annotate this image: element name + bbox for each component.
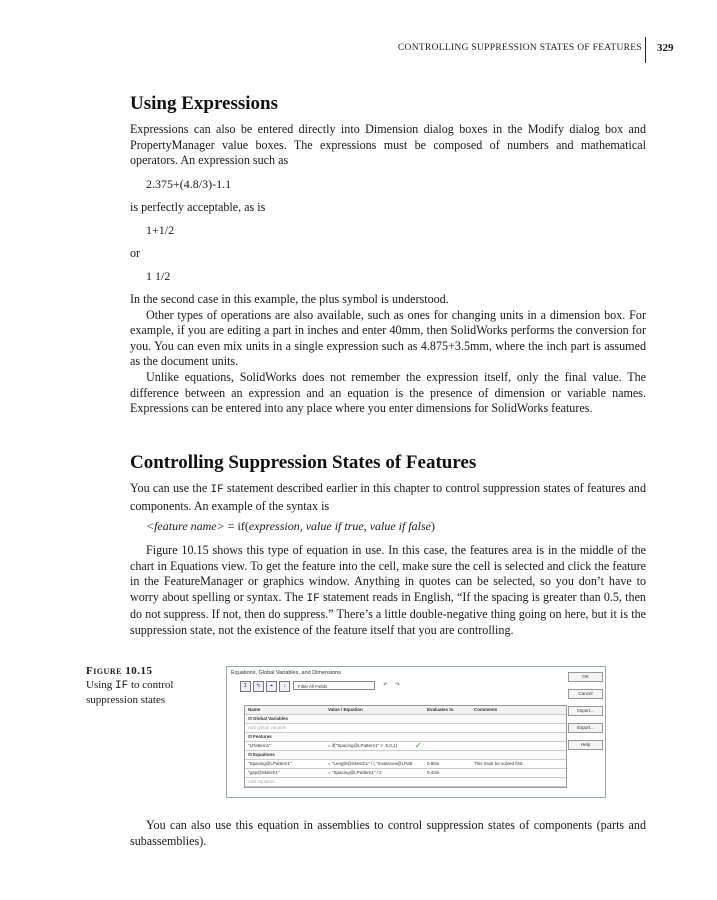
section-title-using-expressions: Using Expressions (130, 93, 279, 114)
table-row[interactable] (245, 760, 566, 769)
expression-example-1: 2.375+(4.8/3)-1.1 (146, 177, 232, 191)
table-row[interactable] (245, 751, 566, 760)
section2-paragraph-2: Figure 10.15 shows this type of equation in use. In this case, the features area is in the middle of the chart in Equations view. To get the feature into the cell, make sure the cell is selected and click the feature in the FeatureManager or graphics window. Anything in quotes can be selected, so you don’t have to worry about spelling or syntax. The IF statement reads in English, “If the spacing is greater than 0.5, then do not suppress. If not, then do suppress.” There’s a little double-negative thing going on here, but it is the suppression state, not the existence of the feature itself that you are controlling. (130, 543, 646, 637)
section1-paragraph-1: Expressions can also be entered directly into Dimension dialog boxes in the Modify dialog box and PropertyManager value boxes. The expressions must be composed of numbers and mathematical operators. An expression such as (130, 122, 646, 168)
expression-example-3: 1 1/2 (146, 269, 171, 283)
table-row[interactable] (245, 778, 566, 787)
figure-label: Figure 10.15 (86, 665, 153, 677)
dialog-title: Equations, Global Variables, and Dimensions (231, 670, 341, 676)
table-cell-c1[interactable]: "gap@Sketch1" (248, 770, 280, 775)
section1-paragraph-3: or (130, 246, 141, 260)
table-row[interactable] (245, 715, 566, 724)
section-title-controlling-suppression: Controlling Suppression States of Features (130, 452, 477, 473)
table-cell-c1[interactable]: "LPattern1" (248, 743, 271, 748)
table-cell-c1[interactable]: ⊟ Equations (248, 752, 275, 757)
table-cell-c1[interactable]: ⊟ Global Variables (248, 716, 289, 721)
equations-table (244, 705, 567, 788)
table-cell-c1[interactable]: ⊟ Features (248, 734, 272, 739)
equations-dialog (226, 666, 606, 798)
table-cell-c1[interactable]: Add equation (248, 779, 275, 784)
redo-icon[interactable]: ↷ (395, 682, 400, 688)
table-cell-c3[interactable]: 0.86in (427, 761, 440, 766)
ok-button[interactable]: OK (568, 672, 603, 682)
undo-icon[interactable]: ↶ (383, 682, 388, 688)
table-row[interactable] (245, 733, 566, 742)
cancel-button[interactable]: Cancel (568, 689, 603, 699)
table-cell-c1[interactable]: Add global variable (248, 725, 287, 730)
sketch-equation-view-icon[interactable]: ✎ (253, 681, 264, 692)
table-header (245, 706, 566, 715)
table-cell-c2[interactable]: = "Length@Sketch1" / ( "Instances@LPatt (328, 761, 413, 766)
table-cell-c2[interactable]: = "Spacing@LPattern1" / 2 (328, 770, 382, 775)
table-row[interactable] (245, 742, 566, 751)
page-number: 329 (657, 42, 674, 54)
table-cell-c4[interactable]: This must be solved first (474, 761, 523, 766)
running-head-divider (645, 37, 646, 63)
ordered-view-icon[interactable]: ↕ (279, 681, 290, 692)
table-cell-c1[interactable]: "Spacing@LPattern1" (248, 761, 292, 766)
export-button[interactable]: Export... (568, 723, 603, 733)
header-comments[interactable]: Comments (474, 707, 498, 712)
import-button[interactable]: Import... (568, 706, 603, 716)
figure-caption (86, 664, 196, 707)
help-button[interactable]: Help (568, 740, 603, 750)
section1-paragraph-4: In the second case in this example, the plus symbol is understood. Other types of operations are also available, such as ones for changing units in a dimension box. For example, if you are editing a part in inches and enter 40mm, then SolidWorks performs the conversion for you. You can even mix units in a single expression such as 4.875+3.5mm, where the inch part is assumed as the document units. Unlike equations, SolidWorks does not remember the expression itself, only the final value. The difference between an expression and an equation is the presence of dimension or variable names. Expressions can be entered into any place where you enter dimensions for SolidWorks features. (130, 292, 646, 416)
section2-paragraph-3: You can also use this equation in assemblies to control suppression states of components (parts and subassemblies). (130, 818, 646, 848)
expression-example-2: 1+1/2 (146, 223, 175, 237)
filter-input[interactable]: Filter All Fields (293, 681, 375, 690)
section2-paragraph-1: You can use the IF statement described earlier in this chapter to control suppression states of features and components. An example of the syntax is (130, 481, 646, 513)
dimension-view-icon[interactable]: ⌖ (266, 681, 277, 692)
table-row[interactable] (245, 769, 566, 778)
header-name[interactable]: Name (248, 707, 261, 712)
table-cell-c2[interactable]: = if("Spacing@LPattern1" > .5,0,1) (328, 743, 398, 748)
header-value[interactable]: Value / Equation (328, 707, 363, 712)
syntax-example: <feature name> = if(expression, value if true, value if false) (146, 519, 436, 533)
figure-caption-text: Using IF to control suppression states (86, 679, 174, 706)
checkmark-icon[interactable]: ✓ (415, 741, 422, 750)
section1-paragraph-2: is perfectly acceptable, as is (130, 200, 266, 214)
running-head: CONTROLLING SUPPRESSION STATES OF FEATURES (397, 43, 642, 53)
table-row[interactable] (245, 724, 566, 733)
table-cell-c3[interactable]: 0.43in (427, 770, 440, 775)
equation-view-icon[interactable]: Σ (240, 681, 251, 692)
header-evaluates[interactable]: Evaluates to (427, 707, 454, 712)
